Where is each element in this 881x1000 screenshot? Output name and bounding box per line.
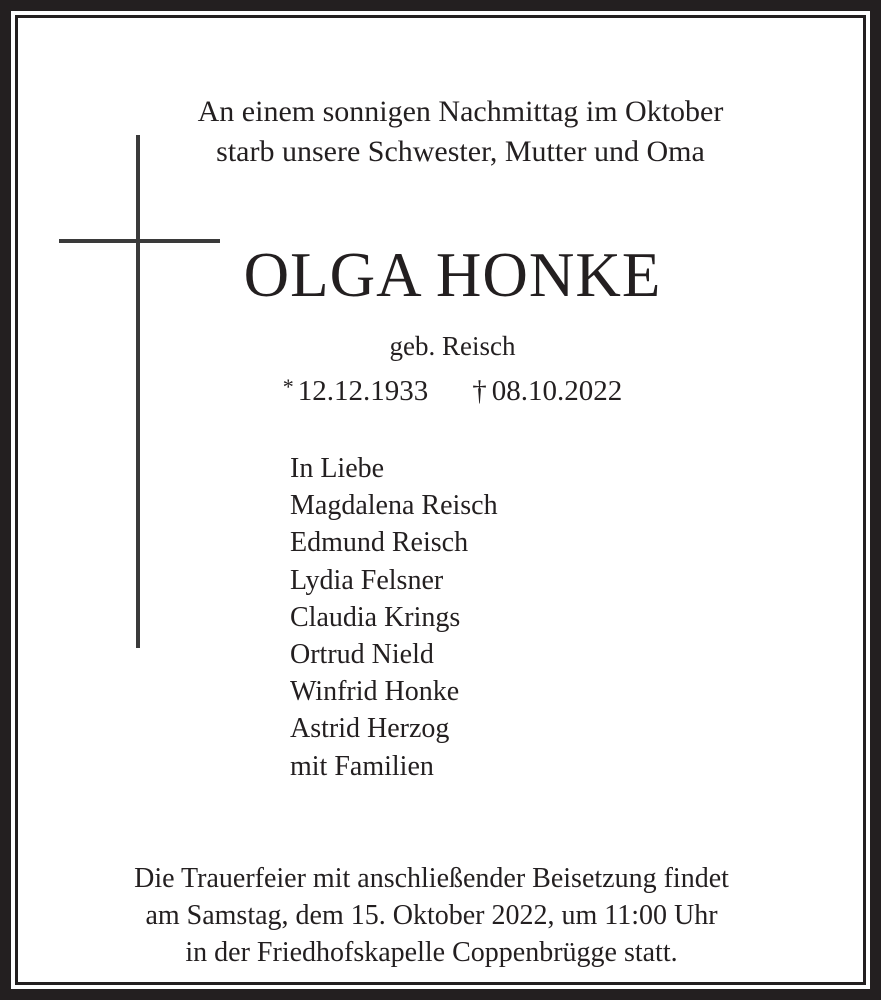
mourners-list: [290, 450, 498, 785]
service-line-2: am Samstag, dem 15. Oktober 2022, um 11:00 Uhr: [145, 900, 718, 931]
died-symbol: †: [472, 375, 487, 407]
life-dates: [18, 370, 863, 408]
mourner-name: Winfrid Honke: [290, 676, 460, 708]
notice-border-rule: [15, 15, 866, 985]
mourner-name: Claudia Krings: [290, 601, 461, 633]
mourners-closing: mit Familien: [290, 750, 434, 782]
born-symbol: *: [282, 374, 294, 399]
notice-sheet: [18, 18, 863, 982]
deceased-name: OLGA HONKE: [243, 240, 662, 310]
death-date: 08.10.2022: [491, 375, 623, 407]
mourner-name: Lydia Felsner: [290, 564, 444, 596]
intro-line-1: An einem sonnigen Nachmittag im Oktober: [197, 95, 724, 128]
mourner-name: Edmund Reisch: [290, 527, 469, 559]
service-line-3: in der Friedhofskapelle Coppenbrügge statt.: [185, 937, 678, 968]
service-line-1: Die Trauerfeier mit anschließender Beisetzung findet: [134, 863, 729, 894]
mourner-name: Astrid Herzog: [290, 713, 450, 745]
intro-line-2: starb unsere Schwester, Mutter und Oma: [216, 135, 705, 168]
service-details: [18, 860, 863, 971]
mourner-name: Magdalena Reisch: [290, 490, 498, 522]
notice-border-gap: [11, 11, 870, 989]
deceased-maiden-name: geb. Reisch: [389, 331, 516, 361]
birth-date: 12.12.1933: [297, 375, 429, 407]
mourners-heading: In Liebe: [290, 453, 385, 484]
intro-text: [18, 92, 863, 172]
mourner-name: Ortrud Nield: [290, 639, 434, 671]
